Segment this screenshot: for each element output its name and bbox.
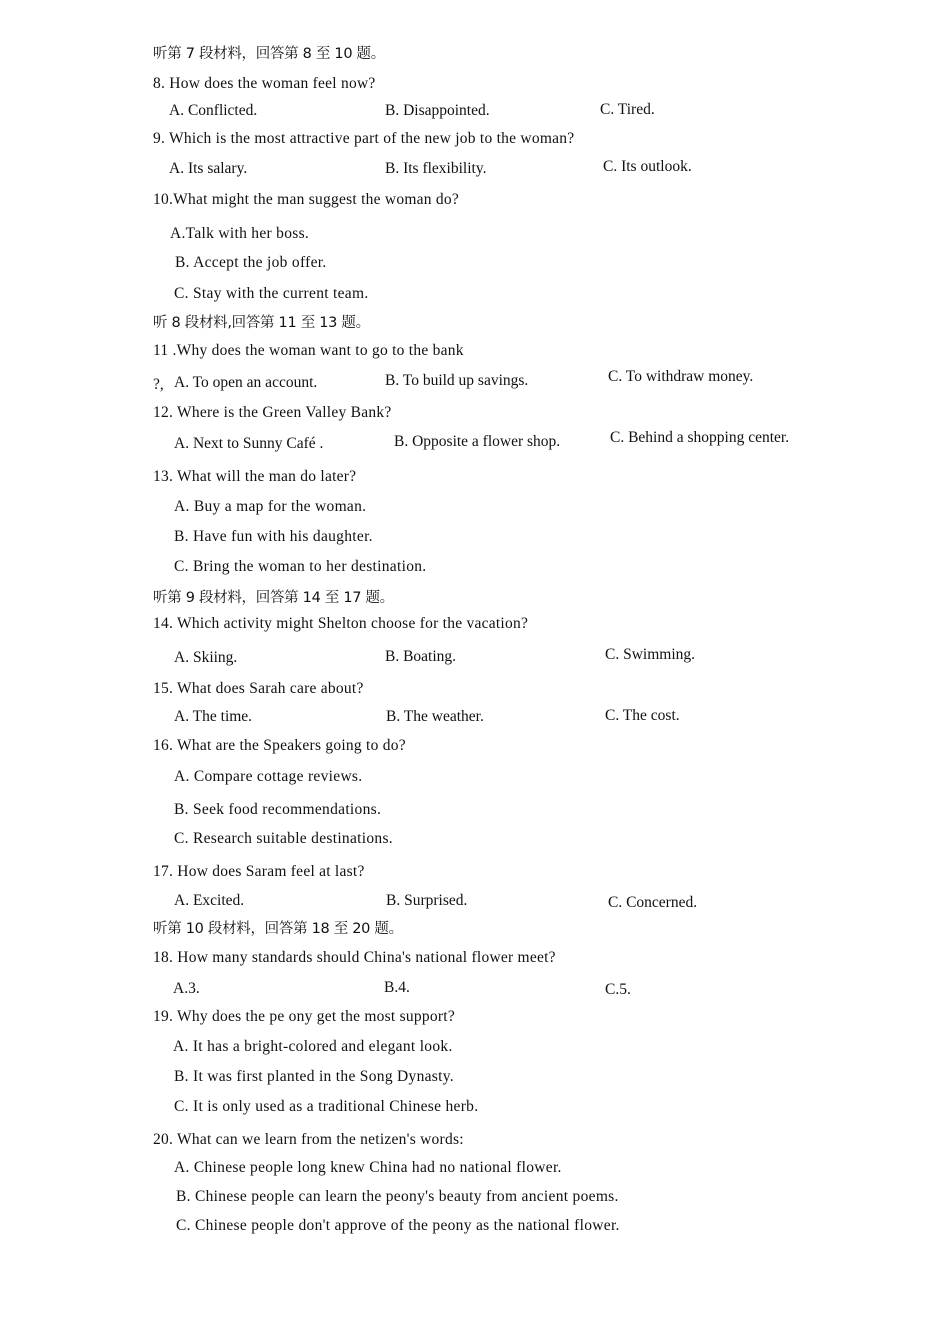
question-stem: 18. How many standards should China's national flower meet? (153, 949, 556, 966)
option-b: B. Have fun with his daughter. (174, 528, 373, 545)
option-a: A. Next to Sunny Café . (174, 435, 324, 452)
option-a: A.Talk with her boss. (170, 225, 310, 242)
question-stem: 14. Which activity might Shelton choose for the vacation? (153, 615, 529, 632)
option-c: C.5. (605, 981, 631, 998)
question-stem: 10.What might the man suggest the woman do? (153, 191, 460, 208)
option-a: A. Its salary. (169, 160, 248, 177)
option-a: A. It has a bright-colored and elegant look. (173, 1038, 453, 1055)
question-prefix: ?, (153, 376, 164, 393)
option-b: B.4. (384, 979, 410, 996)
option-c: C. Swimming. (605, 646, 696, 663)
option-b: B. Disappointed. (385, 102, 490, 119)
option-c: C. Research suitable destinations. (174, 830, 393, 847)
option-b: B. To build up savings. (385, 372, 529, 389)
option-b: B. Its flexibility. (385, 160, 487, 177)
question-stem: 12. Where is the Green Valley Bank? (153, 404, 392, 421)
option-b: B. The weather. (386, 708, 484, 725)
option-c: C. To withdraw money. (608, 368, 754, 385)
option-c: C. Its outlook. (603, 158, 692, 175)
option-c: C. Behind a shopping center. (610, 429, 790, 446)
option-a: A. Conflicted. (169, 102, 258, 119)
question-stem: 9. Which is the most attractive part of the new job to the woman? (153, 130, 575, 147)
question-stem: 13. What will the man do later? (153, 468, 357, 485)
option-c: C. The cost. (605, 707, 680, 724)
question-stem: 20. What can we learn from the netizen's words: (153, 1131, 464, 1148)
option-a: A. The time. (174, 708, 253, 725)
option-b: B. Seek food recommendations. (174, 801, 382, 818)
section-heading: 听第 9 段材料，回答第 14 至 17 题。 (153, 590, 394, 606)
question-stem: 16. What are the Speakers going to do? (153, 737, 406, 754)
option-c: C. Concerned. (608, 894, 698, 911)
section-heading: 听第 7 段材料，回答第 8 至 10 题。 (153, 46, 385, 62)
question-stem: 11 .Why does the woman want to go to the bank (153, 342, 464, 359)
option-a: A. Skiing. (174, 649, 238, 666)
question-stem: 15. What does Sarah care about? (153, 680, 364, 697)
option-b: B. Chinese people can learn the peony's beauty from ancient poems. (176, 1188, 619, 1205)
option-c: C. It is only used as a traditional Chinese herb. (174, 1098, 479, 1115)
option-a: A. Compare cottage reviews. (174, 768, 363, 785)
option-c: C. Chinese people don't approve of the peony as the national flower. (176, 1217, 620, 1234)
section-heading: 听第 10 段材料，回答第 18 至 20 题。 (153, 921, 403, 937)
option-c: C. Tired. (600, 101, 655, 118)
option-a: A. Excited. (174, 892, 245, 909)
option-c: C. Stay with the current team. (174, 285, 369, 302)
option-b: B. Opposite a flower shop. (394, 433, 561, 450)
option-a: A. Chinese people long knew China had no national flower. (174, 1159, 562, 1176)
option-b: B. Surprised. (386, 892, 468, 909)
option-c: C. Bring the woman to her destination. (174, 558, 427, 575)
option-b: B. Accept the job offer. (175, 254, 327, 271)
section-heading: 听 8 段材料,回答第 11 至 13 题。 (153, 315, 370, 331)
question-stem: 19. Why does the pe ony get the most support? (153, 1008, 455, 1025)
option-a: A. To open an account. (174, 374, 318, 391)
option-a: A.3. (173, 980, 200, 997)
option-b: B. Boating. (385, 648, 457, 665)
question-stem: 8. How does the woman feel now? (153, 75, 376, 92)
question-stem: 17. How does Saram feel at last? (153, 863, 365, 880)
option-b: B. It was first planted in the Song Dynasty. (174, 1068, 454, 1085)
option-a: A. Buy a map for the woman. (174, 498, 367, 515)
